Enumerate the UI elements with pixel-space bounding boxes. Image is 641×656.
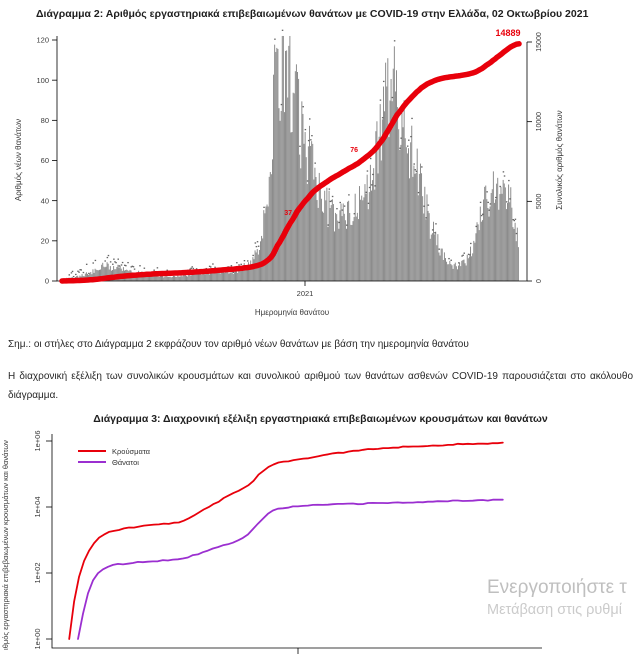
deaths-histogram xyxy=(62,36,519,281)
series-line-Θάνατοι xyxy=(78,500,503,639)
windows-activation-watermark-line2: Μετάβαση στις ρυθμί xyxy=(487,602,622,618)
milestone-annotation: 37 xyxy=(284,210,292,217)
y-tick-label-left: 20 xyxy=(40,236,49,246)
y-tick-label-right: 0 xyxy=(536,279,543,283)
y-tick-label-left: 100 xyxy=(36,75,49,85)
y-tick-label-left: 80 xyxy=(40,115,49,125)
legend-label: Θάνατοι xyxy=(112,457,139,467)
y-axis-title: ιθμός εργαστηριακά επιβεβαιωμένων κρουσμάτων και θανάτων xyxy=(1,440,10,650)
y-tick-label: 1e+02 xyxy=(33,562,42,584)
y-tick-label: 1e+00 xyxy=(33,628,42,650)
x-axis-title: Ημερομηνία θανάτου xyxy=(254,308,330,317)
y-tick-label: 1e+04 xyxy=(33,496,42,518)
y-tick-label-right: 5000 xyxy=(536,193,543,210)
y-tick-label-left: 120 xyxy=(36,35,49,45)
diagram2-title: Διάγραμμα 2: Αριθμός εργαστηριακά επιβεβαιωμένων θανάτων με COVID-19 στην Ελλάδα, 02 Οκτωβρίου 2021 xyxy=(36,8,589,20)
y-tick-label: 1e+06 xyxy=(33,430,42,452)
y-axis-title-left: Αριθμός νέων θανάτων xyxy=(14,118,23,202)
y-tick-label-left: 60 xyxy=(40,156,49,166)
x-tick-label: 2021 xyxy=(296,289,314,298)
milestone-annotation: 76 xyxy=(350,147,358,154)
diagram3-axes xyxy=(46,434,542,654)
y-axis-title-right: Συνολικός αριθμός θανάτων xyxy=(555,110,564,210)
series-line-Κρούσματα xyxy=(69,443,503,639)
windows-activation-watermark-line1: Ενεργοποιήστε τ xyxy=(487,577,627,598)
y-tick-label-left: 0 xyxy=(44,276,49,286)
y-tick-label-left: 40 xyxy=(40,196,49,206)
cumulative-total-annotation: 14889 xyxy=(495,28,521,38)
legend xyxy=(78,447,151,467)
note-text: Σημ.: οι στήλες στο Διάγραμμα 2 εκφράζουν τον αριθμό νέων θανάτων με βάση την ημερομηνία θανάτου xyxy=(8,339,469,350)
y-tick-label-right: 10000 xyxy=(536,111,543,132)
legend-label: Κρούσματα xyxy=(112,446,151,456)
y-tick-label-right: 15000 xyxy=(536,32,543,52)
body-paragraph: Η διαχρονική εξέλιξη των συνολικών κρουσμάτων και συνολικού αριθμού των θανάτων ασθενών COVID-19 παρουσιάζεται στο ακόλουθο διάγραμμα. xyxy=(8,371,633,401)
diagram3-title: Διάγραμμα 3: Διαχρονική εξέλιξη εργαστηριακά επιβεβαιωμένων κρουσμάτων και θανάτων xyxy=(93,413,548,425)
diagram3-tick-labels xyxy=(1,430,42,649)
